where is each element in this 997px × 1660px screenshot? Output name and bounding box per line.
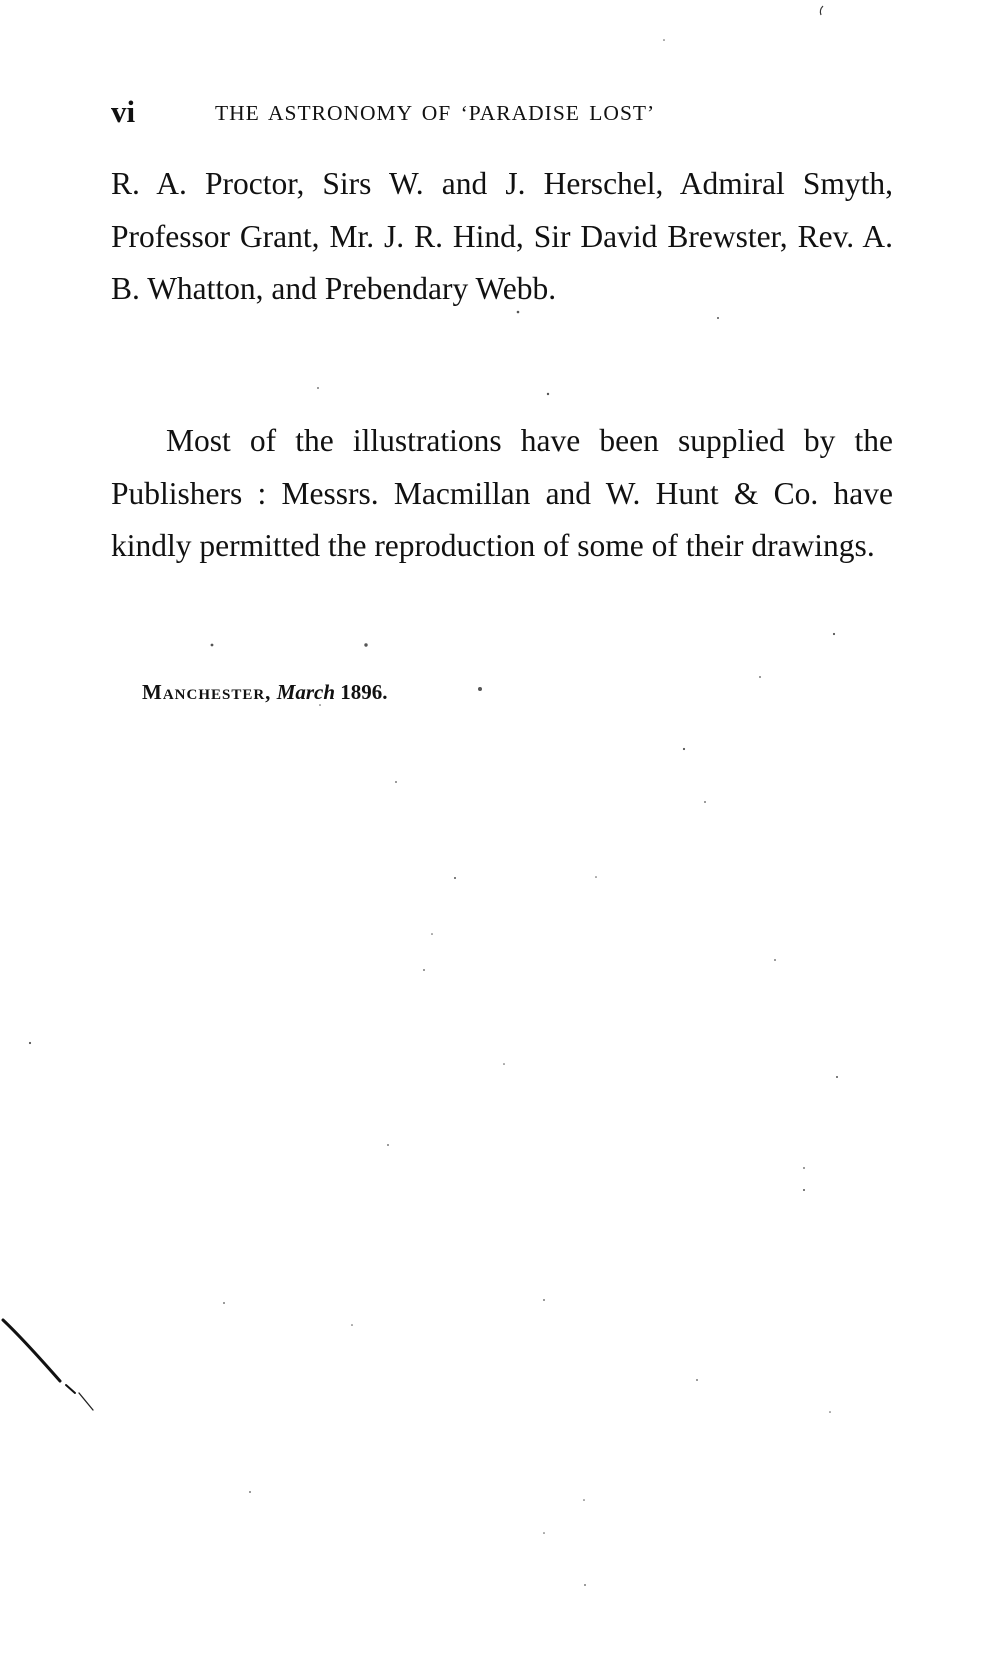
running-head xyxy=(111,92,891,132)
running-title: THE ASTRONOMY OF ‘PARADISE LOST’ xyxy=(215,101,656,125)
paragraph-illustrations: Most of the illustrations have been supplied by the Publishers : Messrs. Macmillan and W. Hunt & Co. have kindly permitted the reproduction of some of their drawings. xyxy=(111,423,893,563)
dateline-place: Manchester, xyxy=(142,680,272,704)
dateline xyxy=(142,676,388,708)
dateline-month: March xyxy=(276,680,336,704)
page-number: vi xyxy=(111,94,136,129)
paragraph-acknowledgments: R. A. Proctor, Sirs W. and J. Herschel, Admiral Smyth, Professor Grant, Mr. J. R. Hind, Sir David Brewster, Rev. A. B. Whatton, and Prebendary Webb. xyxy=(111,166,893,306)
dateline-year: 1896. xyxy=(340,680,388,704)
